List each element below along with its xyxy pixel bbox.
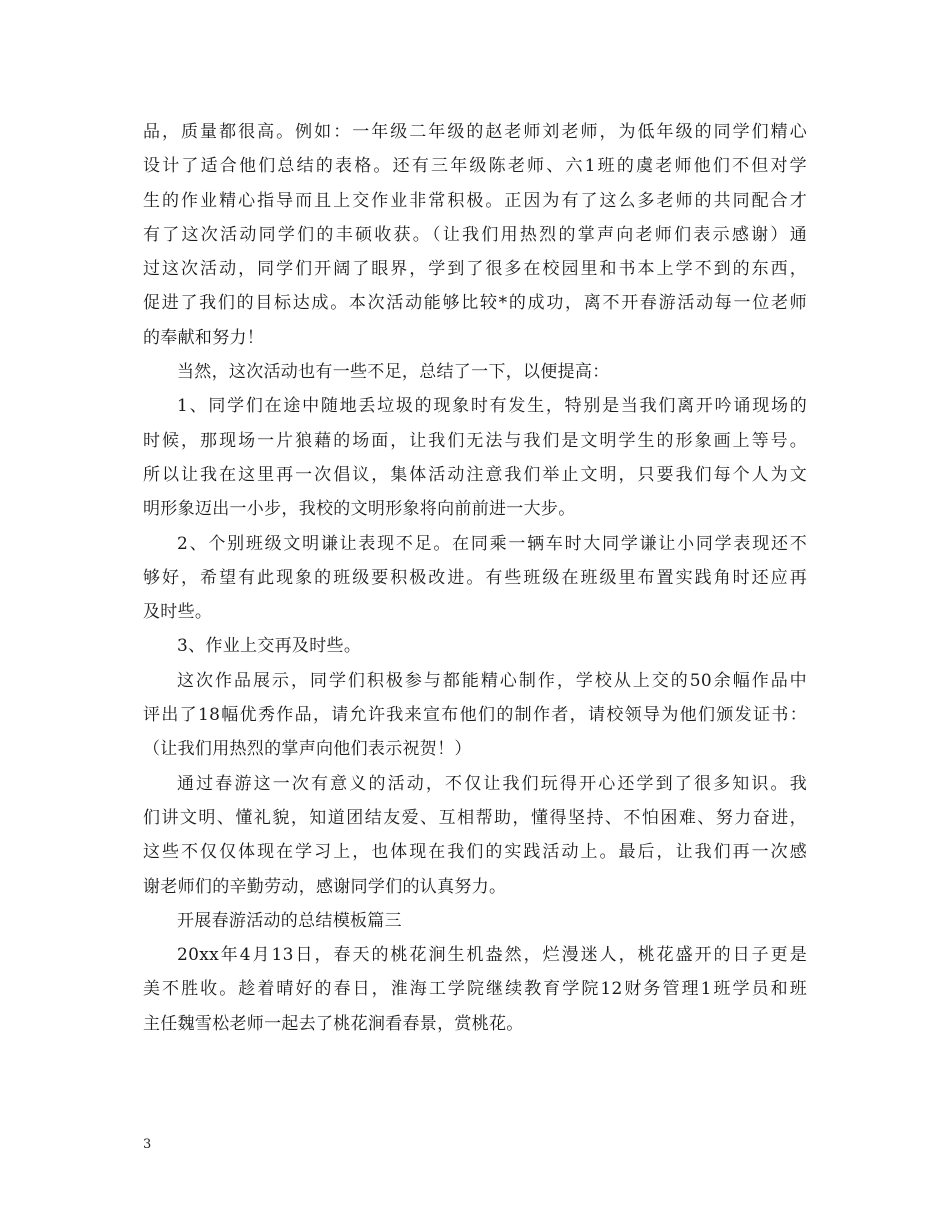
text-line: 过这次活动，同学们开阔了眼界，学到了很多在校园里和书本上学不到的东西， <box>143 259 807 280</box>
text-line: 品，质量都很高。例如：一年级二年级的赵老师刘老师，为低年级的同学们精心 <box>143 122 807 142</box>
text-line: 2、个别班级文明谦让表现不足。在同乘一辆车时大同学谦让小同学表现还不 <box>177 533 807 554</box>
text-line: 1、同学们在途中随地丢垃圾的现象时有发生，特别是当我们离开吟诵现场的 <box>177 396 807 417</box>
text-line: 的奉献和努力！ <box>143 327 265 348</box>
page-number: 3 <box>143 1137 152 1152</box>
text-line: 设计了适合他们总结的表格。还有三年级陈老师、六1班的虞老师他们不但对学 <box>143 156 807 177</box>
text-line: 当然，这次活动也有一些不足，总结了一下，以便提高： <box>177 362 610 383</box>
text-line: 美不胜收。趁着晴好的春日，淮海工学院继续教育学院12财务管理1班学员和班 <box>143 979 807 1000</box>
text-line: 们讲文明、懂礼貌，知道团结友爱、互相帮助，懂得坚持、不怕困难、努力奋进， <box>143 807 807 828</box>
document-body <box>143 115 807 1041</box>
text-line: 主任魏雪松老师一起去了桃花涧看春景，赏桃花。 <box>143 1013 524 1034</box>
text-line: 所以让我在这里再一次倡议，集体活动注意我们举止文明，只要我们每个人为文 <box>143 464 807 485</box>
section-heading: 开展春游活动的总结模板篇三 <box>177 910 402 931</box>
text-line: 这些不仅仅体现在学习上，也体现在我们的实践活动上。最后，让我们再一次感 <box>143 842 807 863</box>
text-line: 及时些。 <box>143 602 213 623</box>
text-line: （让我们用热烈的掌声向他们表示祝贺！） <box>143 739 472 760</box>
text-line: 明形象迈出一小步，我校的文明形象将向前前进一大步。 <box>143 499 576 520</box>
text-line: 20xx年4月13日，春天的桃花涧生机盎然，烂漫迷人，桃花盛开的日子更是 <box>177 945 807 966</box>
text-line: 促进了我们的目标达成。本次活动能够比较*的成功，离不开春游活动每一位老师 <box>143 293 807 314</box>
text-line: 3、作业上交再及时些。 <box>177 636 362 657</box>
text-line: 评出了18幅优秀作品，请允许我来宣布他们的制作者，请校领导为他们颁发证书： <box>143 705 807 726</box>
text-line: 这次作品展示，同学们积极参与都能精心制作，学校从上交的50余幅作品中 <box>177 670 807 691</box>
text-line: 够好，希望有此现象的班级要积极改进。有些班级在班级里布置实践角时还应再 <box>143 567 807 588</box>
text-line: 有了这次活动同学们的丰硕收获。（让我们用热烈的掌声向老师们表示感谢）通 <box>143 224 807 245</box>
text-line: 谢老师们的辛勤劳动，感谢同学们的认真努力。 <box>143 876 507 897</box>
text-line: 通过春游这一次有意义的活动，不仅让我们玩得开心还学到了很多知识。我 <box>177 773 807 794</box>
text-line: 时候，那现场一片狼藉的场面，让我们无法与我们是文明学生的形象画上等号。 <box>143 430 807 451</box>
text-line: 生的作业精心指导而且上交作业非常积极。正因为有了这么多老师的共同配合才 <box>143 190 807 211</box>
